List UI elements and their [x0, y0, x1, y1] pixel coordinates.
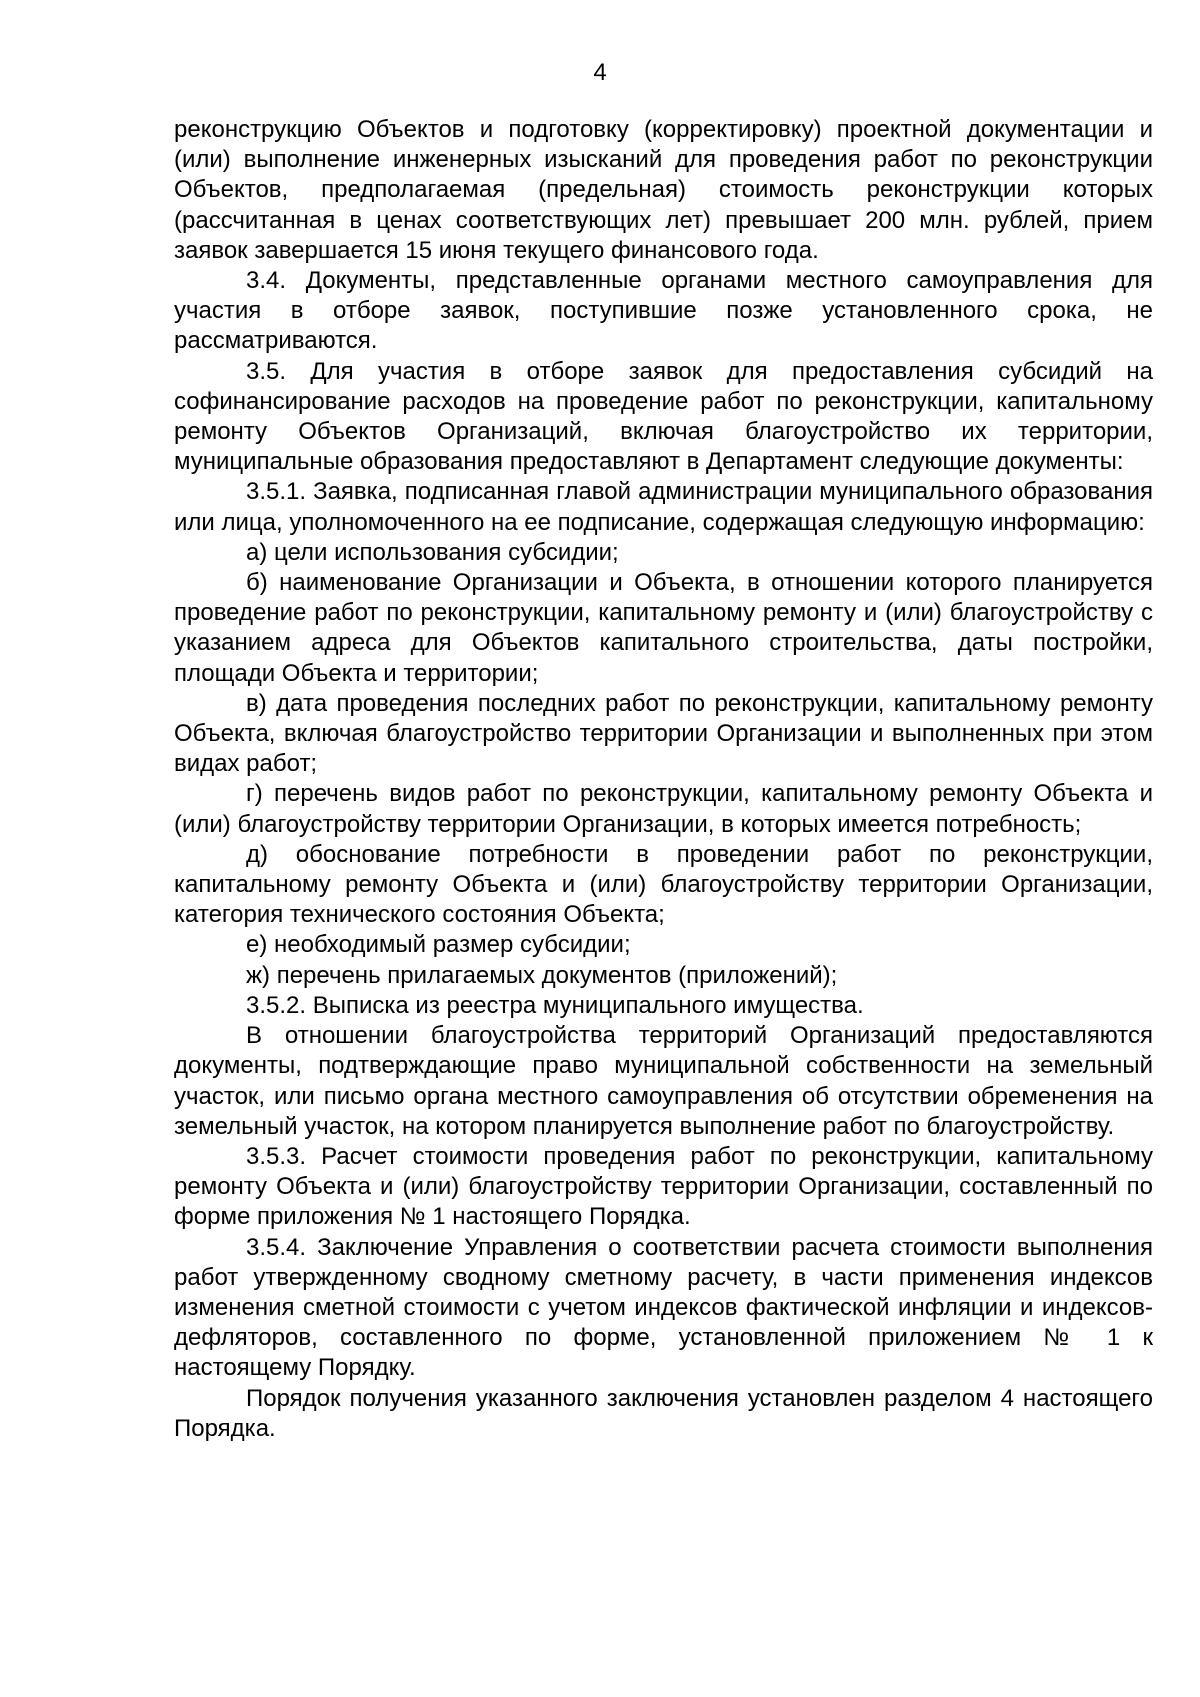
- paragraph-3-5-2: 3.5.2. Выписка из реестра муниципального имущества.: [246, 991, 864, 1019]
- list-item-g: г) перечень видов работ по реконструкции, капитальному ремонту Объекта и (или) благоустройству территории Организации, в которых имеется потребность;: [174, 780, 1153, 838]
- paragraph-land-documents: В отношении благоустройства территорий Организаций предоставляются документы, подтверждающие право муниципальной собственности на земельный участок, или письмо органа местного самоуправления об отсутствии обременения на земельный участок, на котором планируется выполнение работ по благоустройству.: [174, 1022, 1153, 1140]
- paragraph-3-5-4: 3.5.4. Заключение Управления о соответствии расчета стоимости выполнения работ утвержденному сводному сметному расчету, в части применения индексов изменения сметной стоимости с учетом индексов фактической инфляции и индексов-дефляторов, составленного по форме, установленной приложением № 1 к настоящему Порядку.: [174, 1233, 1153, 1382]
- paragraph-procedure: Порядок получения указанного заключения установлен разделом 4 настоящего Порядка.: [174, 1384, 1153, 1442]
- paragraph-3-5: 3.5. Для участия в отборе заявок для предоставления субсидий на софинансирование расходов на проведение работ по реконструкции, капитальному ремонту Объектов Организаций, включая благоустройство их территории, муниципальные образования предоставляют в Департамент следующие документы:: [174, 357, 1153, 476]
- paragraph-3-4: 3.4. Документы, представленные органами местного самоуправления для участия в отборе заявок, поступившие позже установленного срока, не рассматриваются.: [174, 267, 1153, 355]
- page-number: 4: [593, 59, 607, 86]
- paragraph-3-5-1: 3.5.1. Заявка, подписанная главой администрации муниципального образования или лица, уполномоченного на ее подписание, содержащая следующую информацию:: [174, 478, 1153, 536]
- list-item-zh: ж) перечень прилагаемых документов (приложений);: [246, 961, 838, 989]
- list-item-v: в) дата проведения последних работ по реконструкции, капитальному ремонту Объекта, включая благоустройство территории Организации и выполненных при этом видах работ;: [174, 689, 1153, 778]
- list-item-b: б) наименование Организации и Объекта, в отношении которого планируется проведение работ по реконструкции, капитальному ремонту и (или) благоустройству с указанием адреса для Объектов капитального строительства, даты постройки, площади Объекта и территории;: [174, 569, 1153, 687]
- document-body: [174, 115, 1153, 1444]
- list-item-a: а) цели использования субсидии;: [246, 538, 619, 566]
- list-item-d: д) обоснование потребности в проведении работ по реконструкции, капитальному ремонту Объекта и (или) благоустройству территории Организации, категория технического состояния Объекта;: [174, 840, 1153, 929]
- list-item-e: е) необходимый размер субсидии;: [246, 931, 631, 959]
- paragraph-3-5-3: 3.5.3. Расчет стоимости проведения работ по реконструкции, капитальному ремонту Объекта и (или) благоустройству территории Организации, составленный по форме приложения № 1 настоящего Порядка.: [174, 1142, 1153, 1231]
- paragraph-continuation: реконструкцию Объектов и подготовку (корректировку) проектной документации и (или) выполнение инженерных изысканий для проведения работ по реконструкции Объектов, предполагаемая (предельная) стоимость реконструкции которых (рассчитанная в ценах соответствующих лет) превышает 200 млн. рублей, прием заявок завершается 15 июня текущего финансового года.: [174, 116, 1153, 264]
